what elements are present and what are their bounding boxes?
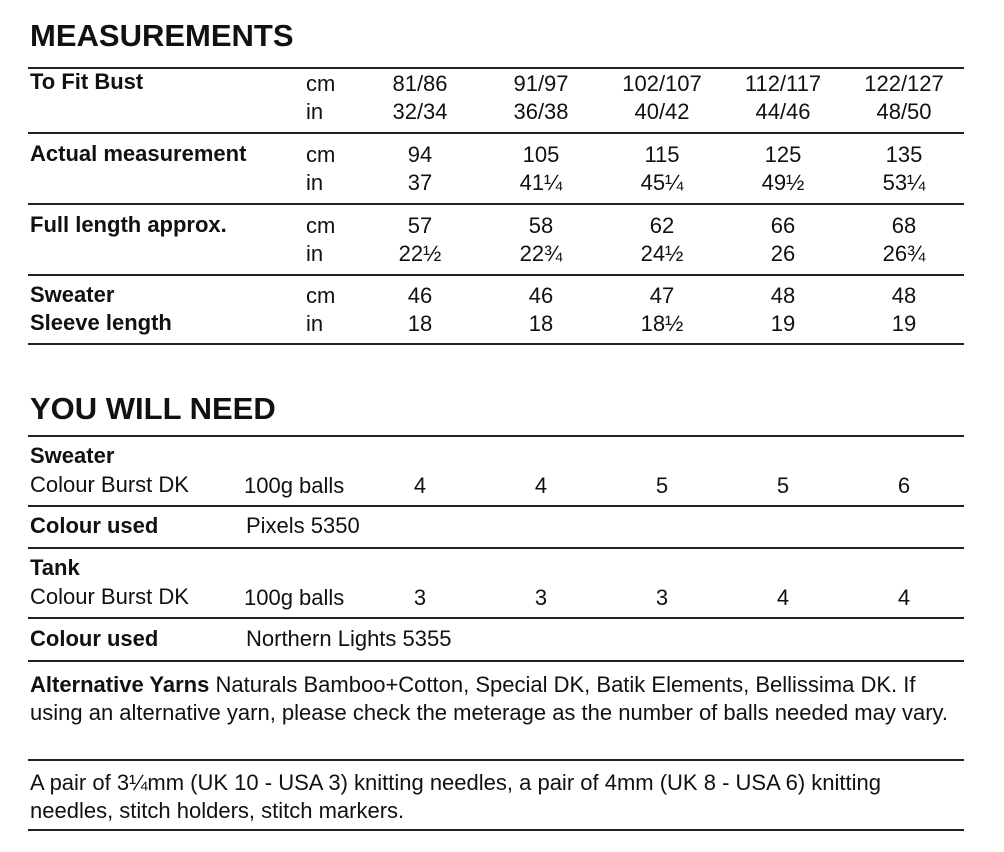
value-cell: 24½ bbox=[640, 241, 684, 266]
value-cell: 37 bbox=[407, 170, 433, 195]
divider bbox=[28, 435, 964, 437]
balls-count: 4 bbox=[534, 473, 548, 498]
balls-count: 6 bbox=[897, 473, 911, 498]
balls-count: 3 bbox=[413, 585, 427, 610]
colour-used-label: Colour used bbox=[30, 513, 159, 538]
value-cell: 40/42 bbox=[634, 99, 690, 124]
divider bbox=[28, 67, 964, 69]
balls-count: 4 bbox=[897, 585, 911, 610]
value-cell: 26 bbox=[770, 241, 796, 266]
value-cell: 22¾ bbox=[519, 241, 563, 266]
value-cell: 46 bbox=[407, 283, 433, 308]
value-cell: 36/38 bbox=[513, 99, 569, 124]
alternative-yarns-text: Naturals Bamboo+Cotton, Special DK, Batik Elements, Bellissima DK. If using an alternative yarn, please check the meterage as the number of balls needed may vary. bbox=[30, 672, 949, 725]
divider bbox=[28, 759, 964, 761]
value-cell: 44/46 bbox=[755, 99, 811, 124]
unit-in: in bbox=[306, 311, 324, 336]
value-cell: 19 bbox=[891, 311, 917, 336]
unit-cm: cm bbox=[306, 213, 336, 238]
value-cell: 105 bbox=[522, 142, 560, 167]
value-cell: 22½ bbox=[398, 241, 442, 266]
row-label: Full length approx. bbox=[30, 212, 227, 237]
balls-count: 3 bbox=[534, 585, 548, 610]
unit-in: in bbox=[306, 241, 324, 266]
value-cell: 41¼ bbox=[519, 170, 563, 195]
row-label: Sleeve length bbox=[30, 310, 172, 335]
unit-in: in bbox=[306, 99, 324, 124]
measurements-heading: MEASUREMENTS bbox=[30, 18, 294, 53]
divider bbox=[28, 132, 964, 134]
unit-cm: cm bbox=[306, 283, 336, 308]
needles-paragraph: A pair of 3¼mm (UK 10 - USA 3) knitting needles, a pair of 4mm (UK 8 - USA 6) knitting needles, stitch holders, stitch markers. bbox=[30, 770, 882, 823]
sweater-title: Sweater bbox=[30, 443, 115, 468]
divider bbox=[28, 203, 964, 205]
value-cell: 53¼ bbox=[882, 170, 926, 195]
value-cell: 112/117 bbox=[744, 71, 822, 96]
value-cell: 58 bbox=[528, 213, 554, 238]
value-cell: 19 bbox=[770, 311, 796, 336]
unit-cm: cm bbox=[306, 71, 336, 96]
value-cell: 68 bbox=[891, 213, 917, 238]
divider bbox=[28, 829, 964, 831]
value-cell: 49½ bbox=[761, 170, 805, 195]
colour-used-value: Pixels 5350 bbox=[246, 513, 360, 538]
yarn-unit: 100g balls bbox=[244, 473, 345, 498]
value-cell: 125 bbox=[764, 142, 802, 167]
balls-count: 3 bbox=[655, 585, 669, 610]
alternative-yarns-label: Alternative Yarns bbox=[30, 672, 210, 697]
divider bbox=[28, 617, 964, 619]
balls-count: 4 bbox=[776, 585, 790, 610]
value-cell: 47 bbox=[649, 283, 675, 308]
divider bbox=[28, 505, 964, 507]
you-will-need-heading: YOU WILL NEED bbox=[30, 391, 276, 426]
value-cell: 46 bbox=[528, 283, 554, 308]
divider bbox=[28, 660, 964, 662]
divider bbox=[28, 547, 964, 549]
value-cell: 66 bbox=[770, 213, 796, 238]
unit-cm: cm bbox=[306, 142, 336, 167]
value-cell: 115 bbox=[644, 142, 680, 167]
value-cell: 48/50 bbox=[876, 99, 932, 124]
value-cell: 62 bbox=[649, 213, 675, 238]
yarn-name: Colour Burst DK bbox=[30, 584, 189, 609]
value-cell: 48 bbox=[891, 283, 917, 308]
row-label: Actual measurement bbox=[30, 141, 247, 166]
divider bbox=[28, 274, 964, 276]
unit-in: in bbox=[306, 170, 324, 195]
value-cell: 32/34 bbox=[392, 99, 448, 124]
row-label: To Fit Bust bbox=[30, 69, 144, 94]
value-cell: 57 bbox=[407, 213, 433, 238]
colour-used-value: Northern Lights 5355 bbox=[246, 626, 452, 651]
value-cell: 18 bbox=[528, 311, 554, 336]
value-cell: 135 bbox=[885, 142, 923, 167]
colour-used-label: Colour used bbox=[30, 626, 159, 651]
value-cell: 48 bbox=[770, 283, 796, 308]
yarn-unit: 100g balls bbox=[244, 585, 345, 610]
value-cell: 122/127 bbox=[864, 71, 944, 96]
value-cell: 94 bbox=[407, 142, 433, 167]
value-cell: 81/86 bbox=[392, 71, 448, 96]
balls-count: 5 bbox=[776, 473, 790, 498]
balls-count: 5 bbox=[655, 473, 669, 498]
yarn-name: Colour Burst DK bbox=[30, 472, 189, 497]
balls-count: 4 bbox=[413, 473, 427, 498]
value-cell: 45¼ bbox=[640, 170, 684, 195]
value-cell: 18 bbox=[407, 311, 433, 336]
tank-title: Tank bbox=[30, 555, 80, 580]
value-cell: 26¾ bbox=[882, 241, 926, 266]
alternative-yarns-paragraph bbox=[30, 671, 960, 727]
divider bbox=[28, 343, 964, 345]
row-label: Sweater bbox=[30, 282, 115, 307]
value-cell: 102/107 bbox=[622, 71, 702, 96]
value-cell: 18½ bbox=[640, 311, 684, 336]
value-cell: 91/97 bbox=[513, 71, 569, 96]
